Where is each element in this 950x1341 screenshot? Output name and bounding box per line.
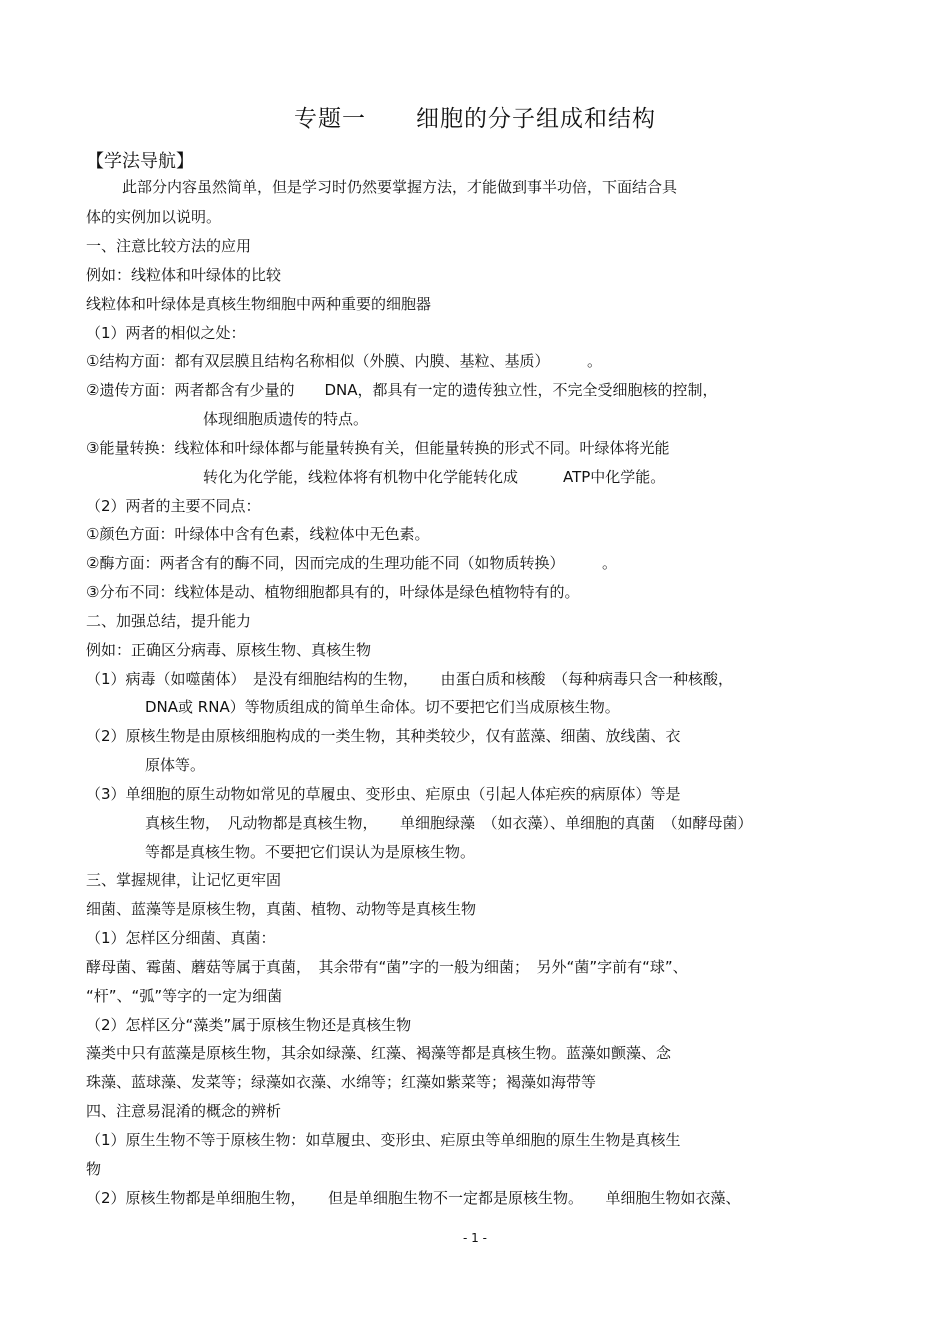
text-line: ③分布不同：线粒体是动、植物细胞都具有的，叶绿体是绿色植物特有的。 — [86, 583, 580, 601]
text-line: “杆”、“弧”等字的一定为细菌 — [86, 987, 283, 1005]
text-line: 等都是真核生物。不要把它们误认为是原核生物。 — [145, 843, 476, 861]
title-topic-number: 专题一 — [294, 106, 366, 132]
text-line: 藻类中只有蓝藻是原核生物，其余如绿藻、红藻、褐藻等都是真核生物。蓝藻如颤藻、念 — [86, 1044, 672, 1062]
text-line: 酵母菌、霉菌、蘑菇等属于真菌， 其余带有“菌”字的一般为细菌； 另外“菌”字前有“球”、 — [86, 958, 688, 976]
text-line: （2）原核生物都是单细胞生物， 但是单细胞生物不一定都是原核生物。 单细胞生物如衣藻、 — [86, 1189, 741, 1207]
text-line: （2）两者的主要不同点： — [86, 497, 261, 515]
text-line: 此部分内容虽然简单，但是学习时仍然要掌握方法，才能做到事半功倍，下面结合具 — [122, 178, 678, 196]
text-line: （2）怎样区分“藻类”属于原核生物还是真核生物 — [86, 1016, 412, 1034]
text-line: ②遗传方面：两者都含有少量的 DNA，都具有一定的遗传独立性，不完全受细胞核的控制， — [86, 381, 718, 399]
title-topic-name: 细胞的分子组成和结构 — [416, 106, 656, 132]
text-line: 真核生物， 凡动物都是真核生物， 单细胞绿藻 （如衣藻）、单细胞的真菌 （如酵母菌） — [145, 814, 753, 832]
text-line: DNA或 RNA）等物质组成的简单生命体。切不要把它们当成原核生物。 — [145, 698, 620, 716]
text-line: （1）两者的相似之处： — [86, 324, 246, 342]
heading-line: 三、掌握规律，让记忆更牢固 — [86, 871, 282, 889]
text-line: 例如：线粒体和叶绿体的比较 — [86, 266, 282, 284]
text-line: ①结构方面：都有双层膜且结构名称相似（外膜、内膜、基粒、基质） 。 — [86, 352, 602, 370]
text-line: 物 — [86, 1160, 102, 1178]
section-heading: 【学法导航】 — [86, 151, 194, 172]
page-number: - 1 - — [463, 1231, 487, 1245]
text-line: ②酶方面：两者含有的酶不同，因而完成的生理功能不同（如物质转换） 。 — [86, 554, 617, 572]
text-line: （1）怎样区分细菌、真菌： — [86, 929, 276, 947]
text-line: 体现细胞质遗传的特点。 — [203, 410, 369, 428]
text-line: 原体等。 — [145, 756, 206, 774]
text-line: （2）原核生物是由原核细胞构成的一类生物，其种类较少，仅有蓝藻、细菌、放线菌、衣 — [86, 727, 681, 745]
text-line: 体的实例加以说明。 — [86, 208, 222, 226]
text-line: （1）原生生物不等于原核生物：如草履虫、变形虫、疟原虫等单细胞的原生生物是真核生 — [86, 1131, 681, 1149]
heading-line: 四、注意易混淆的概念的辨析 — [86, 1102, 282, 1120]
text-line: （1）病毒（如噬菌体） 是没有细胞结构的生物， 由蛋白质和核酸 （每种病毒只含一种核酸， — [86, 670, 734, 688]
text-line: （3）单细胞的原生动物如常见的草履虫、变形虫、疟原虫（引起人体疟疾的病原体）等是 — [86, 785, 681, 803]
text-line: 珠藻、蓝球藻、发菜等；绿藻如衣藻、水绵等；红藻如紫菜等；褐藻如海带等 — [86, 1073, 597, 1091]
text-line: 细菌、蓝藻等是原核生物，真菌、植物、动物等是真核生物 — [86, 900, 477, 918]
text-line: 线粒体和叶绿体是真核生物细胞中两种重要的细胞器 — [86, 295, 432, 313]
page-title — [0, 100, 950, 133]
text-line: ③能量转换：线粒体和叶绿体都与能量转换有关，但能量转换的形式不同。叶绿体将光能 — [86, 439, 670, 457]
heading-line: 二、加强总结，提升能力 — [86, 612, 252, 630]
text-line: 转化为化学能，线粒体将有机物中化学能转化成 ATP中化学能。 — [203, 468, 666, 486]
heading-line: 一、注意比较方法的应用 — [86, 237, 252, 255]
text-line: 例如：正确区分病毒、原核生物、真核生物 — [86, 641, 372, 659]
text-line: ①颜色方面：叶绿体中含有色素，线粒体中无色素。 — [86, 525, 430, 543]
